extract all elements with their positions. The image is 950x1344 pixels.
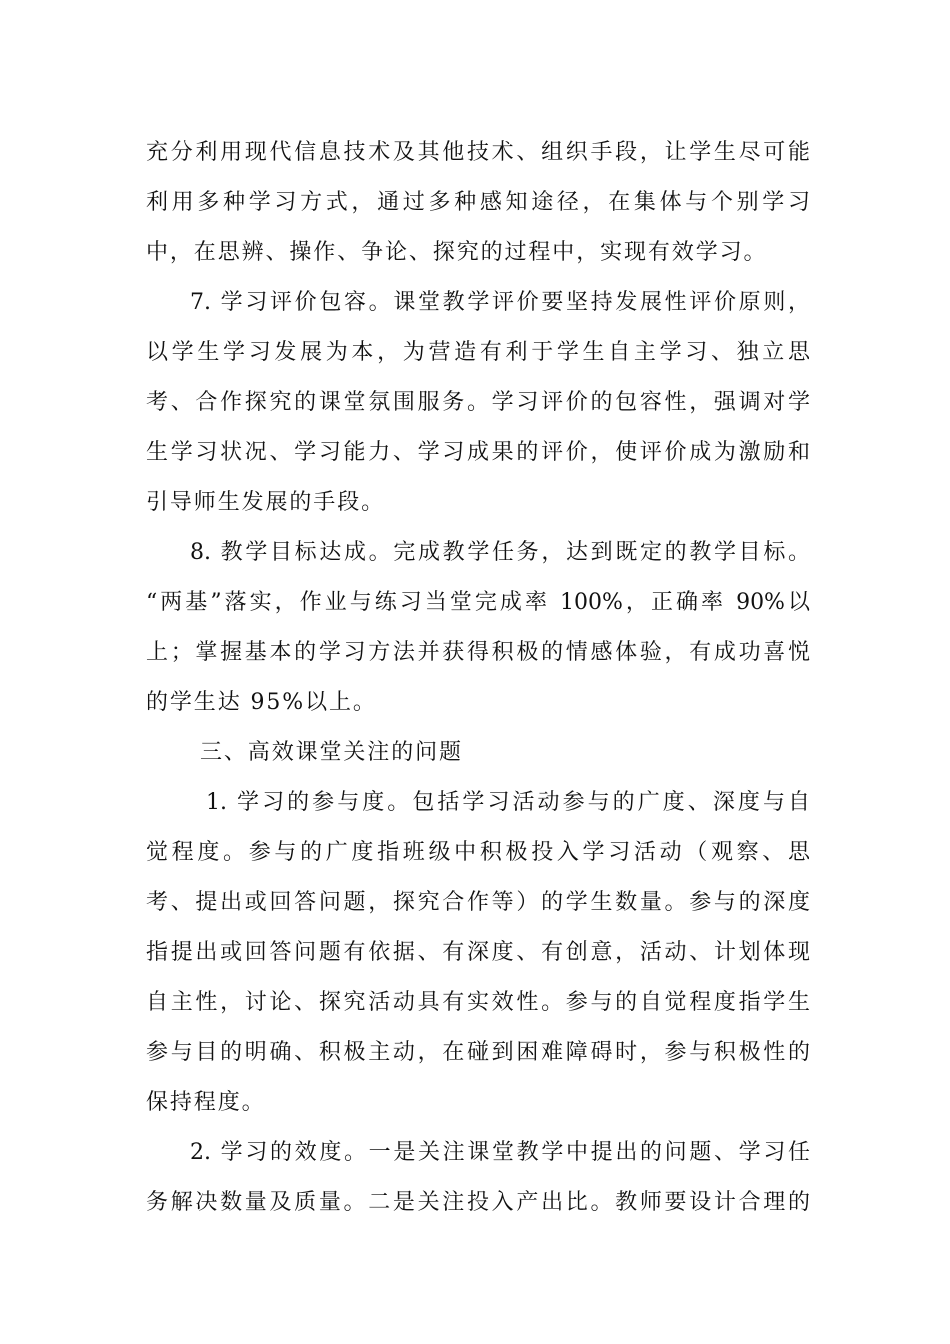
text-line: 利用多种学习方式，通过多种感知途径，在集体与个别学习 (146, 190, 810, 215)
text-line: 指提出或回答问题有依据、有深度、有创意，活动、计划体现 (146, 940, 810, 965)
text-line: 务解决数量及质量。二是关注投入产出比。教师要设计合理的 (146, 1190, 810, 1215)
text-line: 8. 教学目标达成。完成教学任务，达到既定的教学目标。 (190, 540, 810, 565)
text-line: 考、合作探究的课堂氛围服务。学习评价的包容性，强调对学 (146, 390, 810, 415)
text-line: 充分利用现代信息技术及其他技术、组织手段，让学生尽可能 (146, 140, 810, 165)
text-line: “两基”落实，作业与练习当堂完成率 100%，正确率 90%以 (146, 590, 810, 615)
text-line: 中，在思辨、操作、争论、探究的过程中，实现有效学习。 (146, 240, 768, 265)
text-line: 2. 学习的效度。一是关注课堂教学中提出的问题、学习任 (190, 1140, 810, 1165)
text-line: 1. 学习的参与度。包括学习活动参与的广度、深度与自 (206, 790, 810, 815)
text-line: 7. 学习评价包容。课堂教学评价要坚持发展性评价原则， (190, 290, 810, 315)
text-line: 的学生达 95%以上。 (146, 690, 377, 715)
text-line: 生学习状况、学习能力、学习成果的评价，使评价成为激励和 (146, 440, 810, 465)
text-line: 上；掌握基本的学习方法并获得积极的情感体验，有成功喜悦 (146, 640, 810, 665)
text-line: 以学生学习发展为本，为营造有利于学生自主学习、独立思 (146, 340, 810, 365)
text-line: 觉程度。参与的广度指班级中积极投入学习活动（观察、思 (146, 840, 810, 865)
text-line: 参与目的明确、积极主动，在碰到困难障碍时，参与积极性的 (146, 1040, 810, 1065)
section-heading: 三、高效课堂关注的问题 (200, 740, 463, 765)
text-line: 保持程度。 (146, 1090, 266, 1115)
text-line: 引导师生发展的手段。 (146, 490, 386, 515)
text-line: 自主性，讨论、探究活动具有实效性。参与的自觉程度指学生 (146, 990, 810, 1015)
text-line: 考、提出或回答问题，探究合作等）的学生数量。参与的深度 (146, 890, 810, 915)
